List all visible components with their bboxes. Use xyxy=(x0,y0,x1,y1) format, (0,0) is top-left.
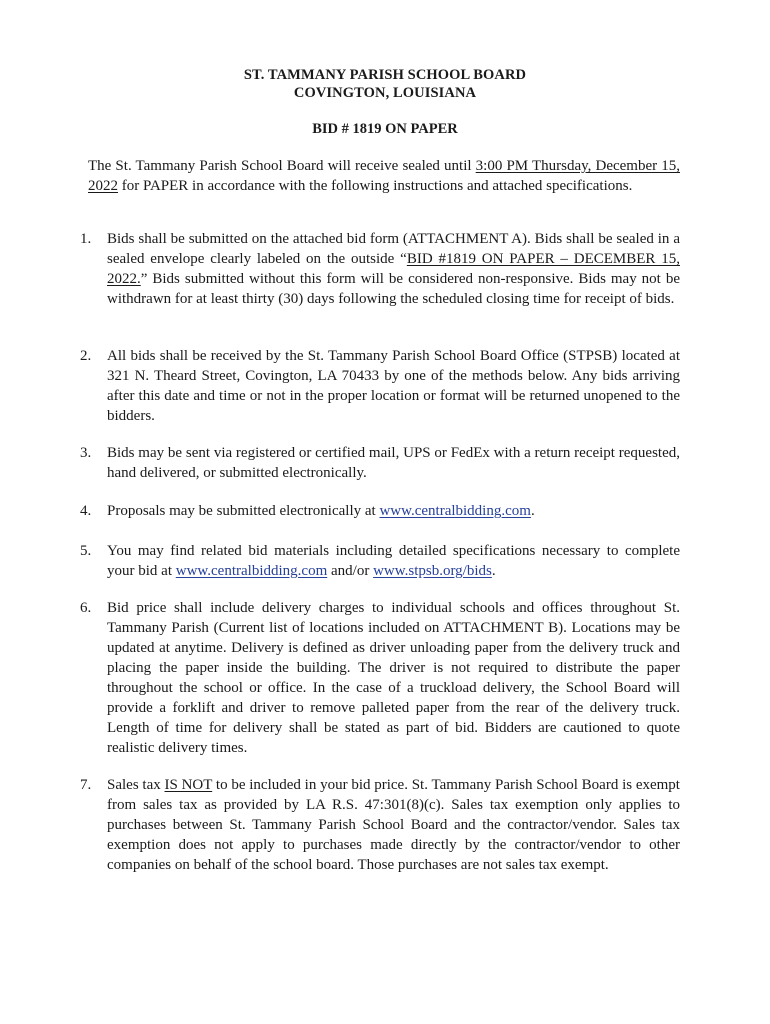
list-item xyxy=(80,598,680,758)
item-number: 6. xyxy=(80,600,92,616)
bid-title: BID # 1819 ON PAPER xyxy=(312,121,458,137)
list-item xyxy=(80,775,680,875)
item-number: 2. xyxy=(80,348,92,364)
item-text-start: Bids shall be submitted on the attached bid form (ATTACHMENT A). Bids shall be sealed in a sealed envelope clearly labeled on the outside “ xyxy=(107,231,680,267)
envelope-label-text: BID #1819 ON PAPER – DECEMBER 15, 2022. xyxy=(107,251,681,287)
item-text: Bids may be sent via registered or certified mail, UPS or FedEx with a return receipt requested, hand delivered, or submitted electronically. xyxy=(107,445,680,481)
intro-text-end: for PAPER in accordance with the following instructions and attached specifications. xyxy=(118,178,633,194)
list-item xyxy=(80,501,680,521)
item-text-start: Sales tax xyxy=(107,777,165,793)
intro-paragraph xyxy=(88,156,680,196)
item-number: 3. xyxy=(80,445,92,461)
deadline-text: 3:00 PM Thursday, December 15, 2022 xyxy=(88,158,680,194)
item-text-end: ” Bids submitted without this form will be considered non-responsive. Bids may not be withdrawn for at least thirty (30) days following the scheduled closing time for receipt of bids. xyxy=(107,271,680,307)
item-text-end: . xyxy=(491,563,496,579)
item-text-middle: and/or xyxy=(327,563,374,579)
item-text-end: to be included in your bid price. St. Tammany Parish School Board is exempt from sales tax as provided by LA R.S. 47:301(8)(c). Sales tax exemption only applies to purchases between St. Tammany Parish School Board and the contractor/vendor. Sales tax exemption does not apply to purchases made directly by the contractor/vendor to other companies on behalf of the school board. Those purchases are not sales tax exempt. xyxy=(107,777,680,873)
item-text xyxy=(107,541,680,581)
item-number: 7. xyxy=(80,777,92,793)
stpsb-bids-link[interactable]: www.stpsb.org/bids xyxy=(373,563,492,579)
centralbidding-link[interactable]: www.centralbidding.com xyxy=(379,503,531,519)
organization-heading: ST. TAMMANY PARISH SCHOOL BOARD xyxy=(243,67,527,83)
list-item xyxy=(80,443,680,483)
intro-text-start: The St. Tammany Parish School Board will receive sealed until xyxy=(88,158,476,174)
item-number: 5. xyxy=(80,543,92,559)
list-item xyxy=(80,346,680,426)
list-item xyxy=(80,229,680,309)
item-text xyxy=(107,775,680,875)
item-number: 4. xyxy=(80,503,92,519)
item-number: 1. xyxy=(80,231,92,247)
centralbidding-link[interactable]: www.centralbidding.com xyxy=(175,563,328,579)
item-text: All bids shall be received by the St. Tammany Parish School Board Office (STPSB) located at 321 N. Theard Street, Covington, LA 70433 by one of the methods below. Any bids arriving after this date and time or not in the proper location or format will be returned unopened to the bidders. xyxy=(107,348,680,424)
item-text-end: . xyxy=(530,503,535,519)
list-item xyxy=(80,541,680,581)
item-text-start: Proposals may be submitted electronically at xyxy=(107,503,380,519)
item-text: Bid price shall include delivery charges to individual schools and offices throughout St. Tammany Parish (Current list of locations included on ATTACHMENT B). Locations may be updated at anytime. Delivery is defined as driver unloading paper from the delivery truck and placing the paper inside the building. The driver is not required to distribute the paper throughout the school or office. In the case of a truckload delivery, the School Board will provide a forklift and driver to remove palleted paper from the rear of the delivery truck. Length of time for delivery shall be stated as part of bid. Bidders are cautioned to quote realistic delivery times. xyxy=(107,600,680,756)
is-not-emphasis: IS NOT xyxy=(164,777,213,793)
location-heading: COVINGTON, LOUISIANA xyxy=(293,85,477,101)
item-text xyxy=(107,229,680,309)
item-text xyxy=(107,501,680,521)
item-text-start: You may find related bid materials including detailed specifications necessary to complete your bid at xyxy=(107,543,680,579)
